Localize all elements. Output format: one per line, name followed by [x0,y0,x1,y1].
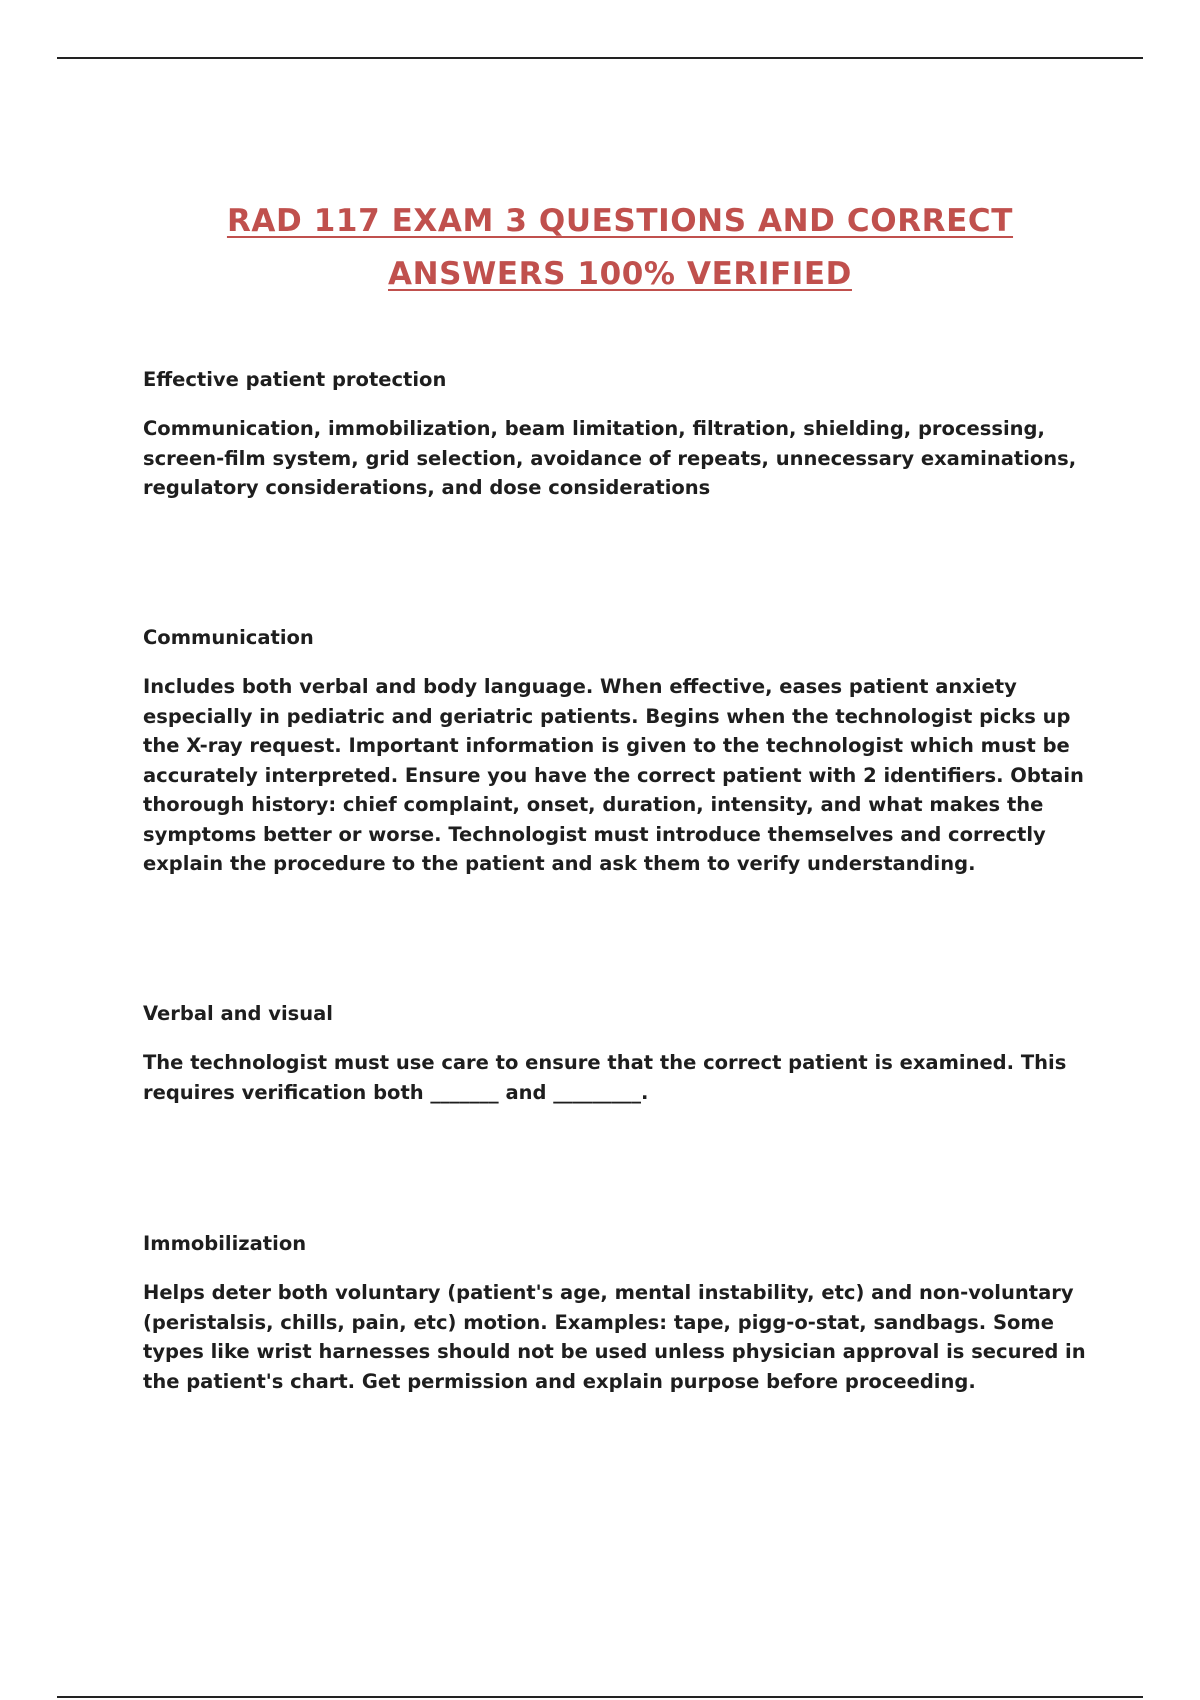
bottom-divider [57,1696,1143,1698]
qa-card-2 [143,624,1103,879]
title-line-2: ANSWERS 100% VERIFIED [388,256,852,292]
title-line-1: RAD 117 EXAM 3 QUESTIONS AND CORRECT [226,203,1014,239]
card-definition: Helps deter both voluntary (patient's age, mental instability, etc) and non-voluntary (peristalsis, chills, pain, etc) motion. Examples: tape, pigg-o-stat, sandbags. Some types like wrist harnesses should not be used unless physician approval is secured in the patient's chart. Get permission and explain purpose before proceeding. [143,1281,1086,1393]
qa-card-1 [143,366,1103,503]
card-term: Communication [143,626,314,649]
qa-card-4 [143,1230,1103,1396]
card-term: Verbal and visual [143,1002,333,1025]
qa-card-3 [143,1000,1103,1107]
card-term: Effective patient protection [143,368,447,391]
card-definition: The technologist must use care to ensure that the correct patient is examined. This requires verification both _______ and _________. [143,1051,1067,1104]
document-title [0,195,1200,301]
card-term: Immobilization [143,1232,307,1255]
card-definition: Communication, immobilization, beam limitation, filtration, shielding, processing, screen-film system, grid selection, avoidance of repeats, unnecessary examinations, regulatory considerations, and dose considerations [143,417,1077,499]
top-divider [57,57,1143,59]
card-definition: Includes both verbal and body language. When effective, eases patient anxiety especially in pediatric and geriatric patients. Begins when the technologist picks up the X-ray request. Important information is given to the technologist which must be accurately interpreted. Ensure you have the correct patient with 2 identifiers. Obtain thorough history: chief complaint, onset, duration, intensity, and what makes the symptoms better or worse. Technologist must introduce themselves and correctly explain the procedure to the patient and ask them to verify understanding. [143,675,1084,875]
